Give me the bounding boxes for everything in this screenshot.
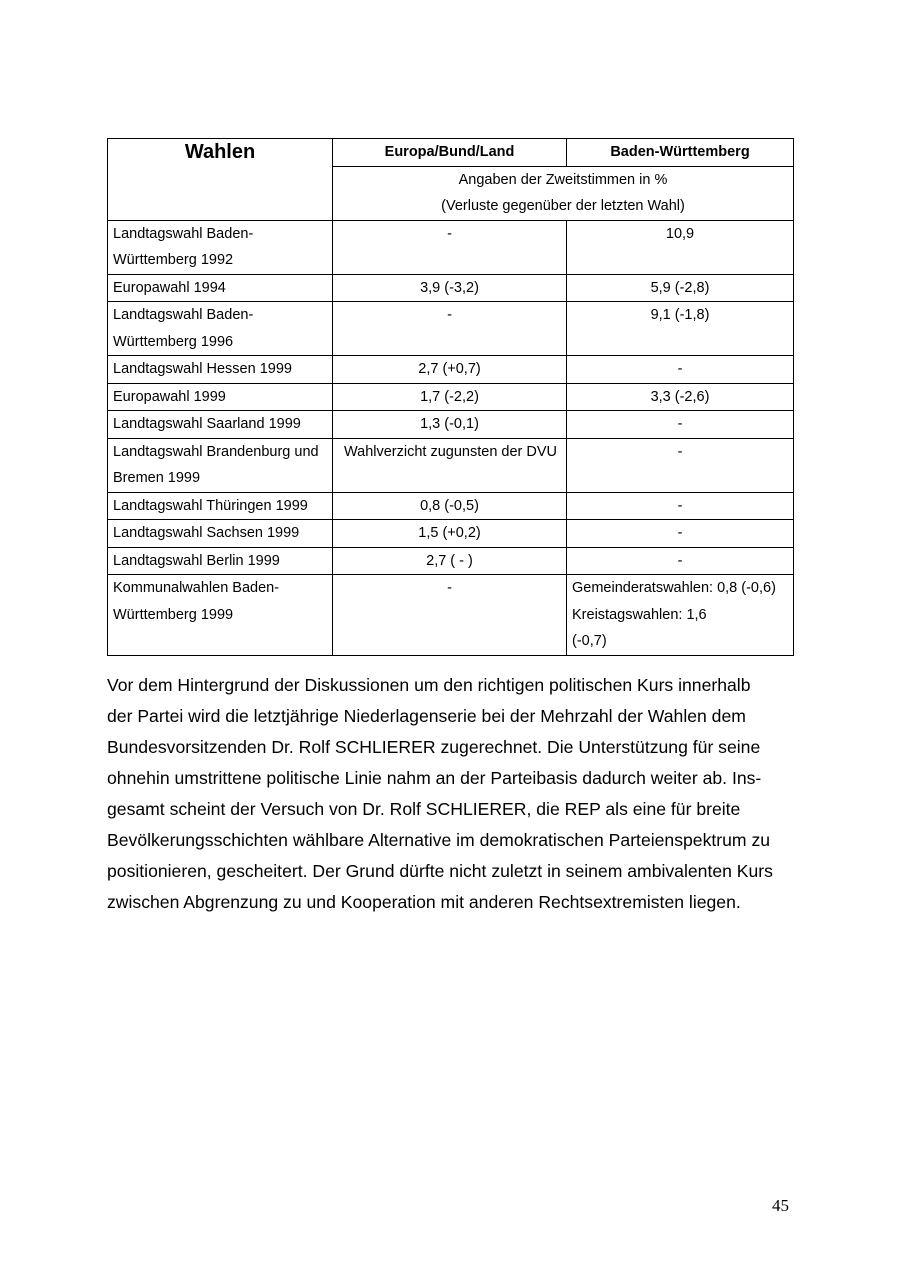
- election-cell: [108, 520, 333, 548]
- body-line: zwischen Abgrenzung zu und Kooperation mit anderen Rechtsextremisten liegen.: [107, 892, 741, 912]
- table-row: [108, 438, 794, 492]
- table-row: [108, 220, 794, 274]
- bw-value: -: [567, 520, 794, 548]
- body-line: Vor dem Hintergrund der Diskussionen um den richtigen politischen Kurs innerhalb: [107, 675, 751, 695]
- election-line: Landtagswahl Berlin 1999: [113, 552, 280, 569]
- bw-value: -: [567, 438, 794, 492]
- election-cell: [108, 411, 333, 439]
- table-row: [108, 356, 794, 384]
- europa-value: 1,7 (-2,2): [333, 383, 567, 411]
- header-wahlen: Wahlen: [108, 139, 333, 221]
- bw-value: 10,9: [567, 220, 794, 274]
- bw-value: -: [567, 547, 794, 575]
- election-line: Landtagswahl Hessen 1999: [113, 361, 292, 377]
- election-line: Württemberg 1992: [113, 252, 234, 268]
- election-cell: [108, 220, 333, 274]
- election-line: Landtagswahl Saarland 1999: [113, 416, 301, 432]
- bw-line: Gemeinderatswahlen: 0,8 (-0,6): [572, 580, 776, 596]
- header-note-line: (Verluste gegenüber der letzten Wahl): [441, 198, 685, 214]
- election-line: Landtagswahl Sachsen 1999: [113, 525, 300, 541]
- election-line: Europawahl 1999: [113, 388, 226, 405]
- table-row: [108, 302, 794, 356]
- election-line: Europawahl 1994: [113, 279, 226, 296]
- bw-line: Kreistagswahlen: 1,6: [572, 606, 707, 623]
- header-baden-wuerttemberg: Baden-Württemberg: [567, 139, 794, 167]
- election-line: Landtagswahl Baden-: [113, 307, 254, 323]
- bw-value: 9,1 (-1,8): [567, 302, 794, 356]
- election-cell: [108, 302, 333, 356]
- europa-value: -: [333, 302, 567, 356]
- table-row: [108, 411, 794, 439]
- election-line: Bremen 1999: [113, 470, 201, 486]
- europa-value: 2,7 (+0,7): [333, 356, 567, 384]
- election-line: Kommunalwahlen Baden-: [113, 580, 280, 596]
- bw-value: 3,3 (-2,6): [567, 383, 794, 411]
- body-line: positionieren, gescheitert. Der Grund dürfte nicht zuletzt in seinem ambivalenten Kurs: [107, 861, 773, 881]
- body-line: Bevölkerungsschichten wählbare Alternative im demokratischen Parteienspektrum zu: [107, 830, 771, 850]
- body-line: Bundesvorsitzenden Dr. Rolf SCHLIERER zugerechnet. Die Unterstützung für seine: [107, 737, 761, 757]
- election-line: Landtagswahl Baden-: [113, 225, 254, 242]
- europa-value: 2,7 ( - ): [333, 547, 567, 575]
- europa-value: 3,9 (-3,2): [333, 274, 567, 302]
- europa-value: 1,5 (+0,2): [333, 520, 567, 548]
- election-cell: [108, 438, 333, 492]
- header-europa-bund-land: Europa/Bund/Land: [333, 139, 567, 167]
- page-number: 45: [772, 1196, 789, 1215]
- bw-line: (-0,7): [572, 633, 607, 649]
- body-line: der Partei wird die letztjährige Niederlagenserie bei der Mehrzahl der Wahlen dem: [107, 706, 746, 726]
- election-line: Württemberg 1999: [113, 606, 234, 623]
- bw-value: 5,9 (-2,8): [567, 274, 794, 302]
- body-line: gesamt scheint der Versuch von Dr. Rolf SCHLIERER, die REP als eine für breite: [107, 799, 741, 819]
- table-header-row: [108, 139, 794, 167]
- election-results-table: [107, 138, 794, 656]
- election-cell: [108, 547, 333, 575]
- header-note: [333, 166, 794, 220]
- table-row: [108, 520, 794, 548]
- election-cell: [108, 274, 333, 302]
- bw-value: -: [567, 492, 794, 520]
- bw-value: -: [567, 356, 794, 384]
- table-row: [108, 492, 794, 520]
- election-line: Landtagswahl Brandenburg und: [113, 443, 319, 460]
- election-line: Württemberg 1996: [113, 333, 234, 350]
- bw-value: -: [567, 411, 794, 439]
- table-row: [108, 383, 794, 411]
- europa-value: 1,3 (-0,1): [333, 411, 567, 439]
- table-row: [108, 274, 794, 302]
- europa-value: -: [333, 220, 567, 274]
- table-row: [108, 575, 794, 656]
- header-note-line: Angaben der Zweitstimmen in %: [458, 171, 668, 188]
- election-cell: [108, 575, 333, 656]
- body-paragraph: [107, 670, 807, 918]
- election-cell: [108, 356, 333, 384]
- table-row: [108, 547, 794, 575]
- europa-value: -: [333, 575, 567, 656]
- election-cell: [108, 383, 333, 411]
- bw-value: [567, 575, 794, 656]
- europa-value: 0,8 (-0,5): [333, 492, 567, 520]
- election-line: Landtagswahl Thüringen 1999: [113, 497, 308, 514]
- body-line: ohnehin umstrittene politische Linie nahm an der Parteibasis dadurch weiter ab. Ins-: [107, 768, 762, 788]
- europa-value: Wahlverzicht zugunsten der DVU: [333, 438, 567, 492]
- election-cell: [108, 492, 333, 520]
